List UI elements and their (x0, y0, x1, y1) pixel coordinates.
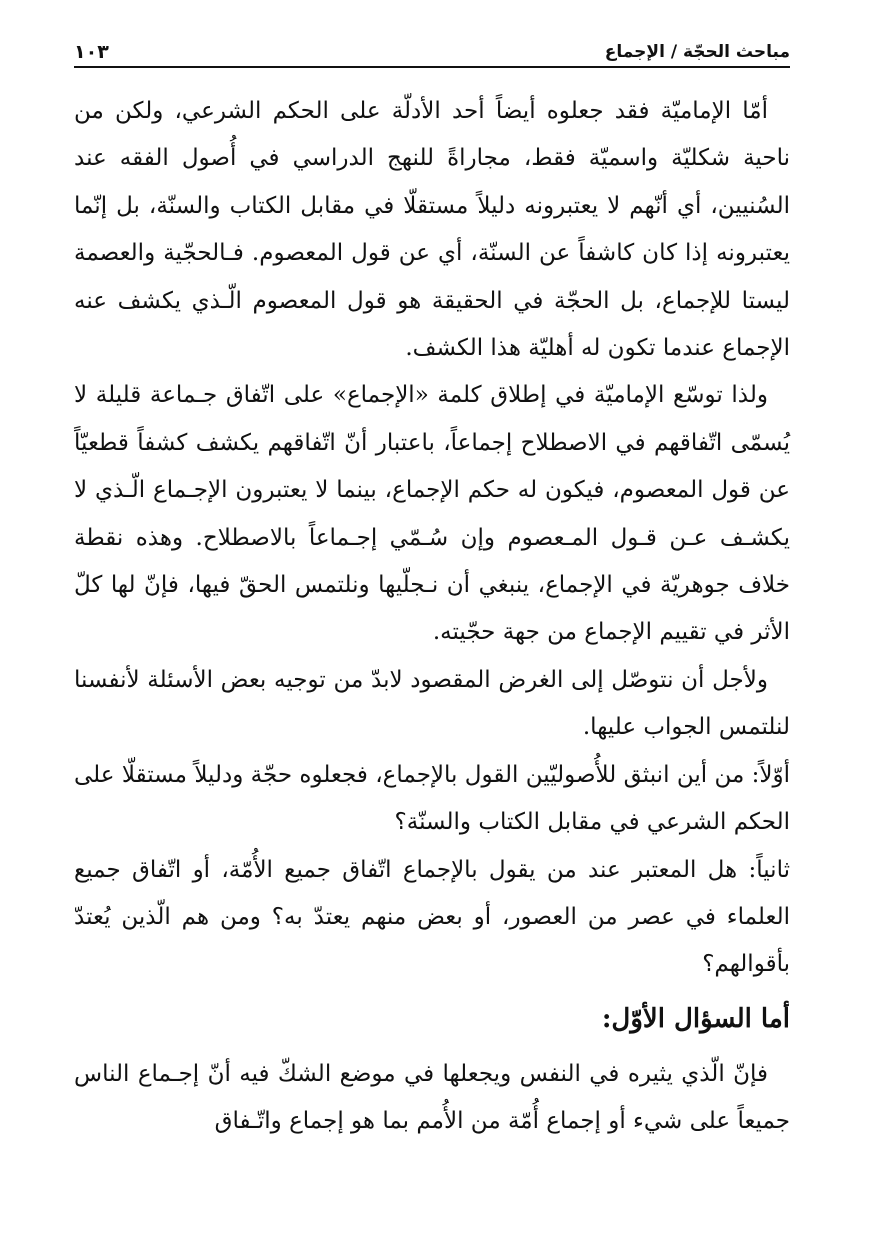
header-title: مباحث الحجّة / الإجماع (604, 42, 790, 62)
paragraph-expansion-of-ijma: ولذا توسّع الإماميّة في إطلاق كلمة «الإجماع» على اتّفاق جـماعة قليلة لا يُسمّى اتّفاقهم في الاصطلاح إجماعاً، باعتبار أنّ اتّفاقهم يكشف كشفاً قطعيّاً عن قول المعصوم، فيكون له حكم الإجماع، بينما لا يعتبرون الإجـماع الّـذي لا يكشـف عـن قـول المـعصوم وإن سُـمّي إجـماعاً بالاصطلاح. وهذه نقطة خلاف جوهريّة في الإجماع، ينبغي أن نـجلّيها ونلتمس الحقّ فيها، فإنّ لها كلّ الأثر في تقييم الإجماع من جهة حجّيته. (74, 382, 790, 646)
paragraph-question-two: ثانياً: هل المعتبر عند من يقول بالإجماع اتّفاق جميع الأُمّة، أو اتّفاق جميع العلماء في عصر من العصور، أو بعض منهم يعتدّ به؟ ومن هم الّذين يُعتدّ بأقوالهم؟ (74, 856, 790, 978)
section-heading: أما السؤال الأوّل: (601, 1003, 790, 1034)
paragraph-imamiyya-view: أمّا الإماميّة فقد جعلوه أيضاً أحد الأدلّة على الحكم الشرعي، ولكن من ناحية شكليّة واسميّة فقط، مجاراةً للنهج الدراسي في أُصول الفقه عند السُنيين، أي أنّهم لا يعتبرونه دليلاً مستقلّا في مقابل الكتاب والسنّة، بل إنّما يعتبرونه إذا كان كاشفاً عن السنّة، أي عن قول المعصوم. فـالحجّية والعصمة ليستا للإجماع، بل الحجّة في الحقيقة هو قول المعصوم الّـذي يكشف عنه الإجماع عندما تكون له أهليّة هذا الكشف. (74, 98, 790, 362)
page-number: ١٠٣ (74, 41, 109, 63)
paragraph-questions-intro: ولأجل أن نتوصّل إلى الغرض المقصود لابدّ من توجيه بعض الأسئلة لأنفسنا لنلتمس الجواب عليها. (74, 666, 790, 741)
paragraph-question-one: أوّلاً: من أين انبثق للأُصوليّين القول بالإجماع، فجعلوه حجّة ودليلاً مستقلّا على الحكم الشرعي في مقابل الكتاب والسنّة؟ (74, 761, 790, 836)
paragraph-first-answer: فإنّ الّذي يثيره في النفس ويجعلها في موضع الشكّ فيه أنّ إجـماع الناس جميعاً على شيء أو إجماع أُمّة من الأُمم بما هو إجماع واتّـفاق (74, 1060, 790, 1135)
body-text (74, 88, 790, 1146)
running-header (74, 26, 790, 68)
